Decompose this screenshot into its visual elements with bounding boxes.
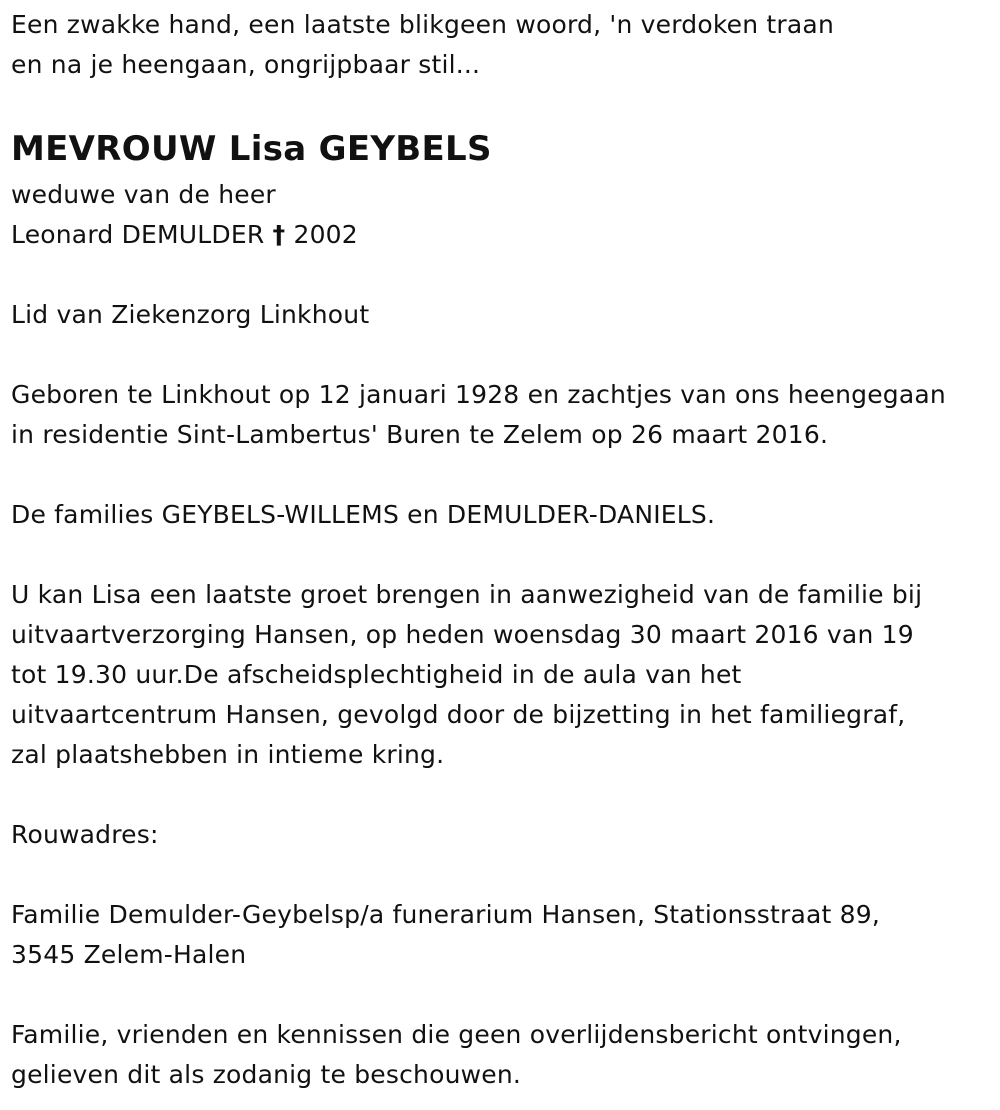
farewell-line: uitvaartverzorging Hansen, op heden woensdag 30 maart 2016 van 19: [11, 620, 914, 649]
intro-line: en na je heengaan, ongrijpbaar stil...: [11, 50, 481, 79]
cross-icon: †: [272, 220, 286, 249]
intro-verse: [11, 0, 991, 85]
birth-death-line: Geboren te Linkhout op 12 januari 1928 en zachtjes van ons heengegaan: [11, 380, 946, 409]
spouse-info: [11, 175, 991, 255]
farewell-info: [11, 575, 991, 775]
spouse-name: Leonard DEMULDER: [11, 220, 265, 249]
spouse-line: [11, 215, 991, 255]
closing-line: gelieven dit als zodanig te beschouwen.: [11, 1060, 522, 1089]
farewell-line: tot 19.30 uur.De afscheidsplechtigheid in de aula van het: [11, 660, 742, 689]
closing-line: Familie, vrienden en kennissen die geen overlijdensbericht ontvingen,: [11, 1020, 902, 1049]
obituary-document: [11, 0, 991, 1095]
membership: Lid van Ziekenzorg Linkhout: [11, 300, 370, 329]
address-line: Familie Demulder-Geybelsp/a funerarium Hansen, Stationsstraat 89,: [11, 900, 880, 929]
address-label: Rouwadres:: [11, 820, 159, 849]
spouse-relation: weduwe van de heer: [11, 180, 276, 209]
closing-note: [11, 1015, 991, 1095]
farewell-line: uitvaartcentrum Hansen, gevolgd door de bijzetting in het familiegraf,: [11, 700, 906, 729]
farewell-line: zal plaatshebben in intieme kring.: [11, 740, 445, 769]
farewell-line: U kan Lisa een laatste groet brengen in aanwezigheid van de familie bij: [11, 580, 923, 609]
birth-death-info: [11, 375, 991, 455]
spouse-death-year: 2002: [293, 220, 358, 249]
birth-death-line: in residentie Sint-Lambertus' Buren te Zelem op 26 maart 2016.: [11, 420, 829, 449]
address-line: 3545 Zelem-Halen: [11, 940, 247, 969]
families: De families GEYBELS-WILLEMS en DEMULDER-DANIELS.: [11, 500, 716, 529]
address: [11, 895, 991, 975]
deceased-name: MEVROUW Lisa GEYBELS: [11, 129, 492, 169]
intro-line: Een zwakke hand, een laatste blikgeen woord, 'n verdoken traan: [11, 10, 834, 39]
